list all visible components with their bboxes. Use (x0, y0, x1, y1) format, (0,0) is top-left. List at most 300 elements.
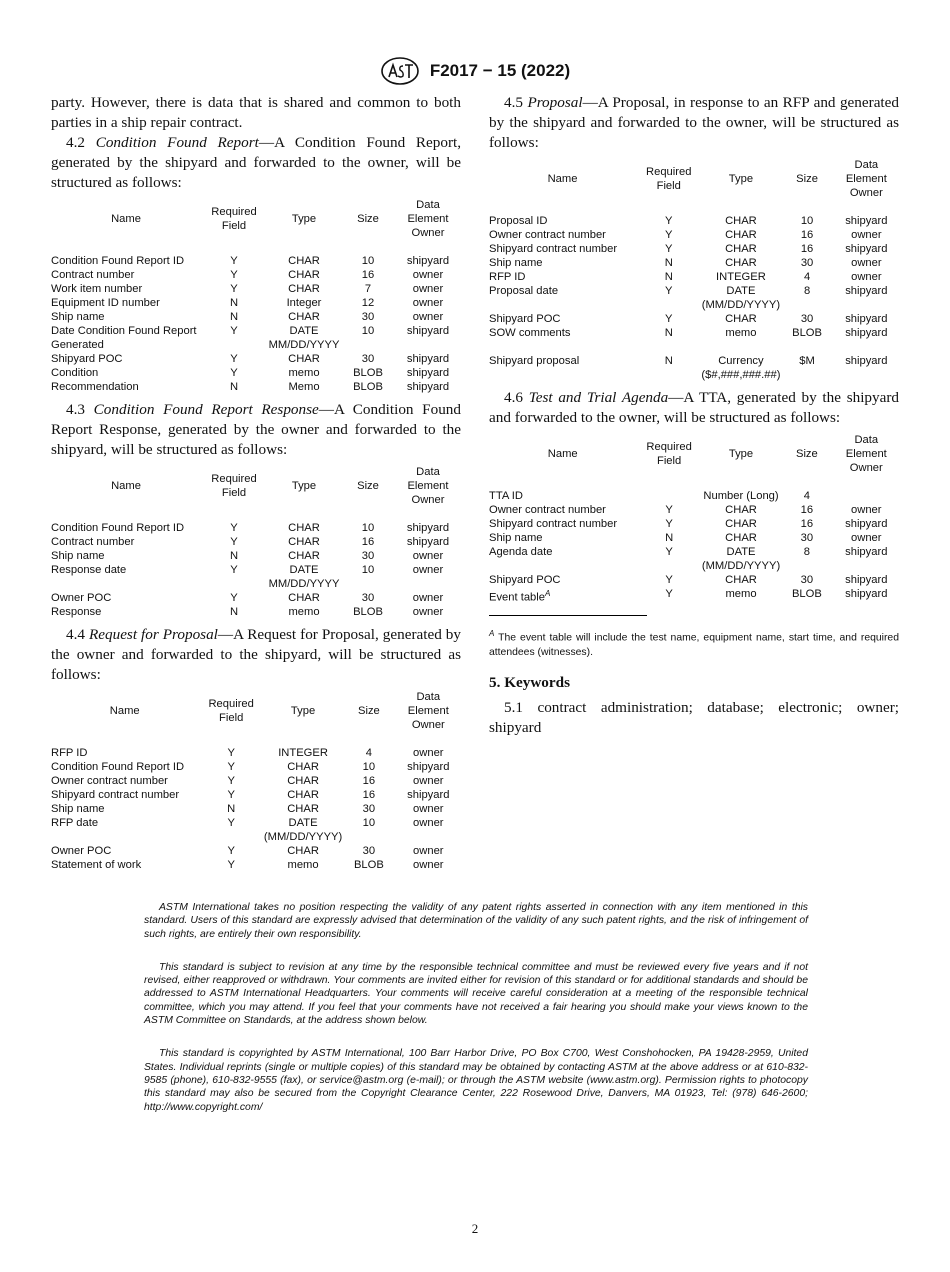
cell-name (489, 298, 636, 312)
cell-name: Recommendation (51, 381, 139, 393)
cell-size: 10 (361, 255, 375, 267)
cell-req: Y (230, 536, 238, 548)
cell-type: MM/DD/YYYY (268, 339, 340, 351)
table-row (489, 270, 899, 284)
cell-type: DATE (289, 325, 319, 337)
cell-owner: owner (412, 606, 444, 618)
cell-req: Y (230, 592, 238, 604)
table-row (489, 531, 899, 545)
column-header-name: Name (109, 705, 140, 717)
cell-owner: shipyard (845, 215, 888, 227)
cell-req: Y (227, 845, 235, 857)
column-header-owner: Data Element Owner (407, 199, 449, 239)
cell-size: 30 (800, 532, 814, 544)
cell-size: 4 (365, 747, 373, 759)
cell-owner: owner (412, 311, 444, 323)
cell-owner: shipyard (845, 313, 888, 325)
legal-notices (144, 901, 808, 1134)
cell-size: 16 (800, 243, 814, 255)
cell-type: CHAR (288, 536, 320, 548)
cell-size: BLOB (353, 367, 383, 379)
cell-type: (MM/DD/YYYY) (701, 560, 781, 572)
cell-req: Y (665, 588, 673, 600)
table-row (51, 760, 461, 774)
table-row (51, 830, 461, 844)
cell-name: SOW comments (489, 327, 571, 339)
cell-owner: owner (851, 532, 882, 544)
table-row (51, 577, 461, 591)
cell-type: CHAR (287, 789, 319, 801)
column-header-req: Required Field (646, 441, 692, 467)
cell-owner: shipyard (845, 327, 888, 339)
cell-type: CHAR (288, 283, 320, 295)
table-row (51, 310, 461, 324)
cell-size (780, 298, 833, 312)
cell-type: memo (288, 367, 320, 379)
cell-type: DATE (289, 564, 319, 576)
table-row (489, 340, 899, 368)
cell-owner: owner (412, 564, 444, 576)
cell-type: CHAR (287, 775, 319, 787)
column-header-owner: Data Element Owner (845, 159, 887, 199)
cell-type: CHAR (288, 522, 320, 534)
table-row (51, 338, 461, 352)
cell-owner: owner (851, 271, 882, 283)
cell-req: Y (230, 522, 238, 534)
table-row (51, 844, 461, 858)
cell-size: 30 (361, 311, 375, 323)
footnote-marker: A (544, 589, 551, 598)
cell-name: Ship name (489, 257, 543, 269)
table-row (51, 774, 461, 788)
cell-type: CHAR (725, 518, 757, 530)
condition-found-report-table (51, 198, 461, 394)
cell-req: Y (665, 504, 673, 516)
cell-owner: shipyard (845, 588, 888, 600)
cell-req (201, 577, 267, 591)
cell-size: 30 (361, 550, 375, 562)
cell-type: CHAR (725, 257, 757, 269)
cell-owner: shipyard (407, 789, 450, 801)
cell-name: Condition Found Report ID (51, 761, 185, 773)
test-and-trial-agenda-table (489, 433, 899, 605)
column-header-req: Required Field (211, 206, 257, 232)
table-row (51, 282, 461, 296)
cell-name (489, 559, 636, 573)
cell-req: Y (227, 775, 235, 787)
table-row (51, 858, 461, 872)
table-row (51, 802, 461, 816)
column-header-req: Required Field (646, 166, 692, 192)
table-row (489, 489, 899, 503)
table-header-row (51, 690, 461, 746)
cell-req: N (229, 381, 239, 393)
column-header-type: Type (291, 213, 317, 225)
cell-owner: shipyard (845, 355, 888, 367)
cell-req: Y (227, 747, 235, 759)
table-row (51, 535, 461, 549)
cell-type: CHAR (725, 532, 757, 544)
cell-name (489, 368, 636, 382)
cell-req: Y (665, 229, 673, 241)
cell-name: Owner contract number (489, 504, 606, 516)
section-4-5: 4.5 Proposal—A Proposal, in response to an RFP and generated by the shipyard and forwarded to the owner, will be structured as follows: (489, 94, 899, 151)
cell-size: 16 (800, 504, 814, 516)
cell-size: 8 (803, 285, 811, 297)
cell-type: Integer (286, 297, 322, 309)
cell-owner: owner (851, 229, 882, 241)
cell-size: 16 (800, 229, 814, 241)
cell-name: RFP date (51, 817, 99, 829)
column-header-name: Name (547, 448, 578, 460)
cell-size: 30 (361, 592, 375, 604)
cell-req: Y (230, 367, 238, 379)
cell-name (51, 577, 201, 591)
cell-owner: owner (413, 803, 444, 815)
cell-req (636, 368, 701, 382)
cell-owner: shipyard (406, 381, 450, 393)
cell-name: Shipyard POC (489, 574, 561, 586)
cell-req: Y (230, 353, 238, 365)
cell-size: 16 (361, 536, 375, 548)
cell-req: Y (230, 325, 238, 337)
condition-found-report-response-table (51, 465, 461, 619)
cell-type: CHAR (725, 574, 757, 586)
cell-type: INTEGER (278, 747, 328, 759)
cell-name: Shipyard contract number (489, 243, 618, 255)
cell-size: 30 (800, 313, 814, 325)
cell-req: N (229, 550, 239, 562)
cell-req: N (665, 532, 674, 544)
cell-size: 4 (803, 490, 810, 502)
cell-owner (396, 830, 461, 844)
cell-owner: owner (412, 283, 444, 295)
cell-name: Shipyard proposal (489, 355, 580, 367)
astm-logo-icon (380, 56, 420, 86)
table-row (489, 242, 899, 256)
cell-owner: owner (412, 269, 444, 281)
table-row (51, 788, 461, 802)
table-row (489, 284, 899, 298)
cell-owner (395, 338, 461, 352)
table-row (489, 559, 899, 573)
cell-owner: owner (413, 747, 444, 759)
cell-size: BLOB (353, 606, 383, 618)
cell-name (51, 830, 198, 844)
cell-name: Condition (51, 367, 99, 379)
cell-type: CHAR (287, 803, 319, 815)
cell-req: Y (230, 564, 238, 576)
cell-owner: shipyard (845, 546, 888, 558)
table-row (489, 312, 899, 326)
table-header-row (51, 198, 461, 254)
column-header-size: Size (796, 173, 818, 185)
section-4-3: 4.3 Condition Found Report Response—A Condition Found Report Response, generated by the owner and forwarded to the shipyard, will be structured as follows: (51, 401, 461, 458)
cell-type: Memo (288, 381, 320, 393)
cell-req: Y (230, 269, 238, 281)
footnote: $^A$ The event table will include the test name, equipment name, start time, and required attendees (witnesses). (489, 628, 899, 659)
cell-name: Event table$^A$ (489, 589, 551, 604)
cell-owner (834, 489, 899, 503)
cell-type: CHAR (288, 311, 320, 323)
cell-name: RFP ID (51, 747, 88, 759)
cell-owner (834, 559, 899, 573)
cell-size: BLOB (791, 588, 822, 600)
cell-size: 12 (361, 297, 375, 309)
column-header-req: Required Field (208, 698, 254, 724)
cell-owner: shipyard (406, 522, 450, 534)
revision-notice: This standard is subject to revision at any time by the responsible technical committee and must be reviewed every five years and if not revised, either reapproved or withdrawn. Your comments are invited either for revision of this standard or for additional standards and should be addressed to ASTM International Headquarters. Your comments will receive careful consideration at a meeting of the responsible technical committee, which you may attend. If you feel that your comments have not received a fair hearing you should make your views known to the ASTM Committee on Standards, at the address shown below. (144, 961, 808, 1027)
section-4-6: 4.6 Test and Trial Agenda—A TTA, generated by the shipyard and forwarded to the owner, will be structured as follows: (489, 389, 899, 426)
column-header-owner: Data Element Owner (407, 691, 449, 731)
cell-size: 16 (361, 269, 375, 281)
cell-type: CHAR (287, 845, 319, 857)
column-header-type: Type (290, 705, 316, 717)
cell-type: (MM/DD/YYYY) (701, 299, 781, 311)
cell-type: CHAR (725, 243, 757, 255)
cell-req: Y (665, 574, 673, 586)
cell-size: 4 (803, 271, 811, 283)
cell-type: DATE (288, 817, 318, 829)
cell-size: 30 (800, 257, 814, 269)
cell-size: 16 (800, 518, 814, 530)
cell-name: RFP ID (489, 271, 526, 283)
column-header-type: Type (291, 480, 317, 492)
table-row (489, 214, 899, 228)
cell-owner: owner (412, 592, 444, 604)
table-row (489, 573, 899, 587)
column-header-req: Required Field (211, 473, 257, 499)
table-header-row (489, 433, 899, 489)
cell-req: Y (665, 215, 673, 227)
cell-owner: shipyard (845, 574, 888, 586)
column-header-owner: Data Element Owner (845, 434, 887, 474)
cell-req (201, 338, 267, 352)
cell-name: Owner POC (51, 845, 112, 857)
table-row (489, 326, 899, 340)
cell-type: CHAR (288, 550, 320, 562)
cell-name: Shipyard POC (51, 353, 123, 365)
cell-name: Owner contract number (51, 775, 168, 787)
cell-type: MM/DD/YYYY (268, 578, 340, 590)
cell-size: 7 (364, 283, 372, 295)
cell-req: Y (230, 255, 238, 267)
table-row (489, 503, 899, 517)
cell-owner: shipyard (406, 536, 450, 548)
cell-size: 10 (361, 564, 375, 576)
cell-owner: shipyard (406, 325, 450, 337)
cell-type: CHAR (725, 504, 757, 516)
cell-type: CHAR (288, 353, 320, 365)
cell-type: CHAR (288, 255, 320, 267)
cell-req: Y (665, 243, 673, 255)
table-row (51, 324, 461, 338)
table-row (51, 549, 461, 563)
cell-name: Contract number (51, 269, 135, 281)
cell-owner: owner (413, 845, 444, 857)
cell-req: N (229, 606, 239, 618)
cell-name: Shipyard contract number (489, 518, 618, 530)
cell-req: N (229, 311, 239, 323)
cell-req: Y (665, 313, 673, 325)
table-row (51, 352, 461, 366)
cell-req: Y (227, 859, 235, 871)
column-header-name: Name (547, 173, 578, 185)
table-row (51, 605, 461, 619)
table-row (51, 563, 461, 577)
cell-size: 10 (362, 817, 376, 829)
cell-name: Owner contract number (489, 229, 606, 241)
table-row (51, 366, 461, 380)
footnote-divider (489, 615, 647, 616)
cell-req: Y (227, 789, 235, 801)
column-header-owner: Data Element Owner (407, 466, 449, 506)
cell-owner: owner (851, 257, 882, 269)
cell-type: Currency (718, 355, 764, 367)
cell-type: CHAR (725, 313, 757, 325)
cell-size: BLOB (353, 859, 384, 871)
cell-req: N (229, 297, 239, 309)
table-row (489, 368, 899, 382)
cell-size: 30 (362, 845, 376, 857)
cell-req (636, 489, 701, 503)
column-header-size: Size (357, 480, 379, 492)
cell-type: CHAR (725, 229, 757, 241)
cell-type: memo (725, 327, 757, 339)
cell-name: Date Condition Found Report (51, 325, 197, 337)
cell-name: Generated (51, 339, 104, 351)
page-header (0, 56, 950, 86)
cell-size: 30 (362, 803, 376, 815)
cell-req: Y (230, 283, 238, 295)
cell-owner: shipyard (845, 518, 888, 530)
column-header-size: Size (357, 213, 379, 225)
cell-owner: shipyard (406, 255, 450, 267)
section-4-4: 4.4 Request for Proposal—A Request for Proposal, generated by the owner and forwarded to the shipyard, will be structured as follows: (51, 626, 461, 683)
cell-size: 30 (361, 353, 375, 365)
request-for-proposal-table (51, 690, 461, 872)
cell-size: 16 (362, 775, 376, 787)
cell-size: 10 (800, 215, 814, 227)
table-row (51, 268, 461, 282)
column-header-size: Size (358, 705, 380, 717)
cell-name: Response date (51, 564, 127, 576)
cell-name: Ship name (489, 532, 543, 544)
cell-req: Y (227, 817, 235, 829)
table-row (489, 228, 899, 242)
cell-size (342, 830, 395, 844)
table-row (51, 521, 461, 535)
cell-name: Response (51, 606, 102, 618)
cell-owner (834, 298, 899, 312)
table-header-row (51, 465, 461, 521)
cell-name: Shipyard contract number (51, 789, 180, 801)
cell-size: BLOB (353, 381, 383, 393)
cell-owner: owner (413, 859, 444, 871)
cell-name: Ship name (51, 803, 105, 815)
cell-type: memo (288, 606, 320, 618)
cell-type: ($#,###,###.##) (701, 369, 781, 381)
cell-size: 30 (800, 574, 814, 586)
table-row (489, 517, 899, 531)
cell-size (341, 338, 395, 352)
column-header-size: Size (795, 448, 818, 460)
left-column (51, 93, 461, 878)
table-row (489, 587, 899, 605)
cell-owner: owner (412, 550, 444, 562)
right-column (489, 93, 899, 738)
cell-name: Work item number (51, 283, 143, 295)
cell-name: Condition Found Report ID (51, 255, 185, 267)
column-header-type: Type (728, 448, 754, 460)
table-header-row (489, 158, 899, 214)
cell-req: Y (227, 761, 235, 773)
cell-type: DATE (726, 546, 756, 558)
document-code: F2017 − 15 (2022) (429, 61, 571, 80)
table-row (489, 298, 899, 312)
cell-size: $M (799, 355, 815, 367)
table-row (51, 254, 461, 268)
cell-name: Condition Found Report ID (51, 522, 185, 534)
cell-name: Statement of work (51, 859, 142, 871)
page-number: 2 (471, 1221, 479, 1236)
cell-req: N (664, 327, 673, 339)
table-row (51, 591, 461, 605)
cell-name: Owner POC (51, 592, 112, 604)
column-header-type: Type (728, 173, 754, 185)
copyright-notice: This standard is copyrighted by ASTM International, 100 Barr Harbor Drive, PO Box C700, West Conshohocken, PA 19428-2959, United States. Individual reprints (single or multiple copies) of this standard may be obtained by contacting ASTM at the above address or at 610-832-9585 (phone), 610-832-9555 (fax), or service@astm.org (e-mail); or through the ASTM website (www.astm.org). Permission rights to photocopy this standard may also be secured from the Copyright Clearance Center, 222 Rosewood Drive, Danvers, MA 01923, Tel: (978) 646-2600; http://www.copyright.com/ (144, 1048, 808, 1113)
proposal-table (489, 158, 899, 382)
cell-size: 8 (803, 546, 810, 558)
cell-owner: owner (413, 817, 444, 829)
cell-name: Agenda date (489, 546, 553, 558)
cell-type: DATE (726, 285, 756, 297)
cell-name: Equipment ID number (51, 297, 160, 309)
cell-type: memo (287, 859, 319, 871)
cell-name: Proposal date (489, 285, 559, 297)
cell-owner (395, 577, 461, 591)
cell-owner: shipyard (845, 285, 888, 297)
cell-name: Shipyard POC (489, 313, 561, 325)
table-row (489, 545, 899, 559)
cell-type: CHAR (288, 592, 320, 604)
cell-type: CHAR (287, 761, 319, 773)
cell-size: BLOB (792, 327, 822, 339)
cell-size (780, 559, 833, 573)
cell-owner (834, 368, 899, 382)
keywords-paragraph: 5.1 contract administration; database; electronic; owner; shipyard (489, 699, 899, 737)
cell-req: N (664, 271, 673, 283)
cell-type: (MM/DD/YYYY) (263, 831, 343, 843)
cell-req: N (664, 257, 673, 269)
intro-paragraph: party. However, there is data that is shared and common to both parties in a ship repair contract. (51, 94, 461, 131)
cell-req: Y (665, 518, 673, 530)
cell-size (341, 577, 395, 591)
cell-type: INTEGER (716, 271, 766, 283)
cell-req (636, 559, 701, 573)
cell-size (780, 368, 833, 382)
cell-name: Ship name (51, 550, 105, 562)
table-row (51, 296, 461, 310)
cell-type: Number (Long) (703, 490, 779, 502)
cell-name: Proposal ID (489, 215, 548, 227)
cell-name: Contract number (51, 536, 135, 548)
table-row (51, 746, 461, 760)
cell-type: memo (725, 588, 757, 600)
cell-size: 16 (362, 789, 376, 801)
column-header-name: Name (111, 480, 141, 492)
keywords-heading: 5. Keywords (489, 674, 570, 692)
